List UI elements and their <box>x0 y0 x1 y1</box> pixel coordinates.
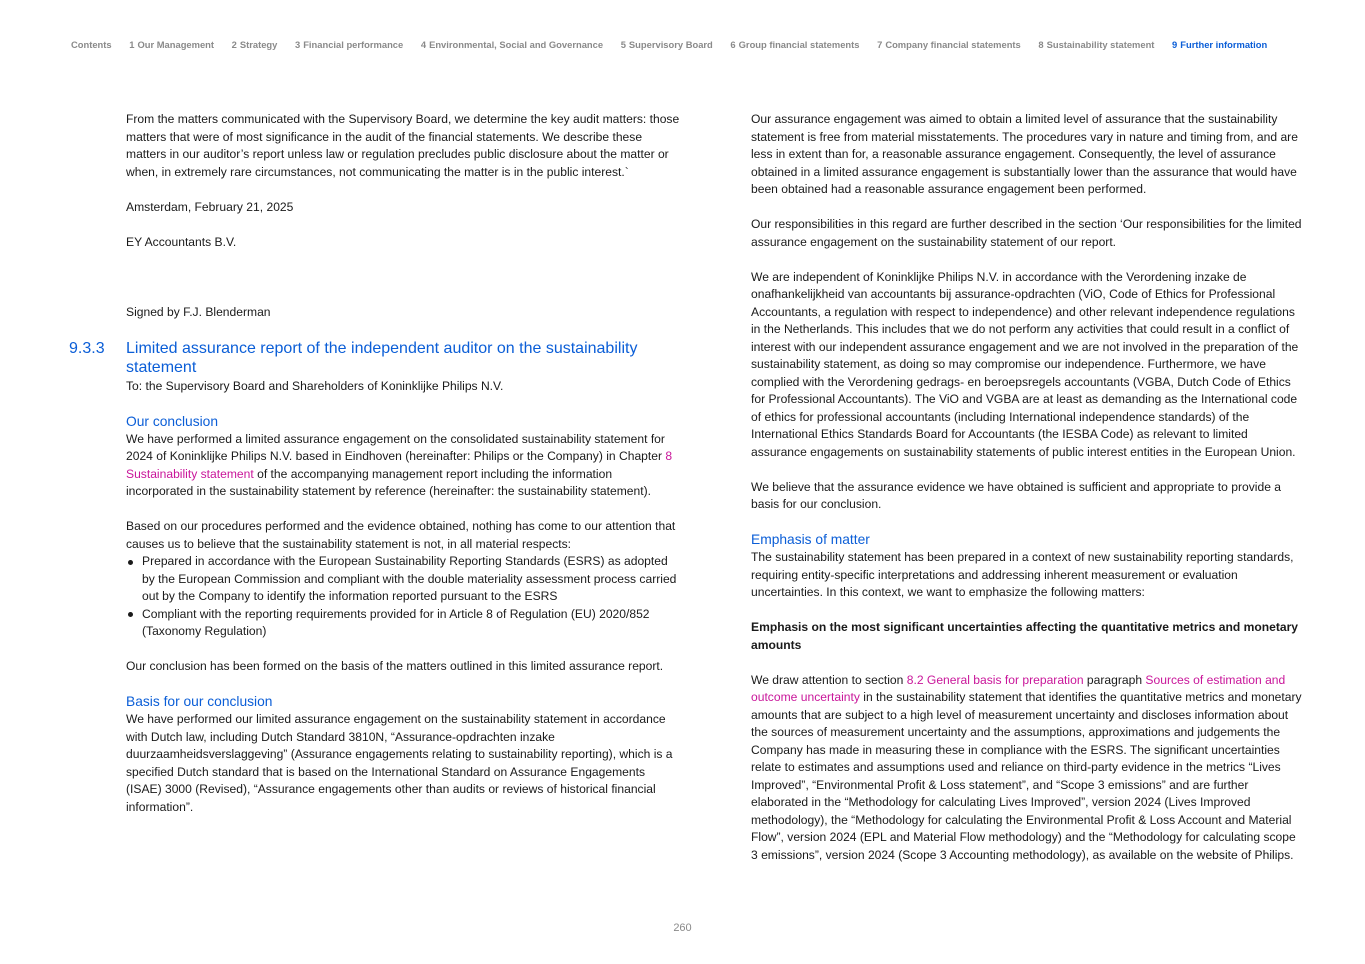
page-number: 260 <box>673 922 692 934</box>
link-sources-of-estimation[interactable]: Sources of estimation and outcome uncertainty <box>751 672 1286 704</box>
nav-item-contents[interactable] <box>68 39 112 50</box>
nav-item-number: 4 <box>420 39 427 50</box>
text-run: of the accompanying management report including the information incorporated in the sustainability statement by reference (hereinafter: the sustainability statement). <box>126 466 652 498</box>
section-number: 9.3.3 <box>69 339 105 357</box>
list-item <box>126 606 681 641</box>
nav-item-number: 9 <box>1172 39 1178 50</box>
independence-paragraph: We are independent of Koninklijke Philips N.V. in accordance with the Verordening inzake de onafhankelijkheid van accountants bij assurance-opdrachten (ViO, Code of Ethics for Professional Accountants, a regulation with respect to independence) and other relevant independence regulations in the Netherlands. This includes that we do not perform any activities that could result in a conflict of interest with our independent assurance engagement and we are not involved in the preparation of the sustainability statement, as doing so may compromise our independence. Furthermore, we have complied with the Verordening gedrags- en beroepsregels accountants (VGBA, Dutch Code of Ethics for Professional Accountants). The ViO and VGBA are at least as demanding as the International code of ethics for professional accountants (including International independence standards) of the International Ethics Standards Board for Accountants (the IESBA Code) as relevant to limited assurance engagements on sustainability statements of public interest entities in the European Union. <box>751 269 1299 459</box>
nav-item-further-information[interactable] <box>1172 39 1267 50</box>
left-column <box>69 111 681 816</box>
emphasis-paragraph-1: The sustainability statement has been prepared in a context of new sustainability reporting standards, requiring entity-specific interpretations and addressing inherent measurement or evaluation uncertainties. In this context, we want to emphasize the following matters: <box>751 550 1294 599</box>
nav-item-label: Strategy <box>239 39 278 50</box>
conclusion-paragraph-3: Our conclusion has been formed on the basis of the matters outlined in this limited assurance report. <box>126 659 664 673</box>
top-navigation <box>68 39 1358 50</box>
signature-space <box>126 251 681 304</box>
nav-item-label: Contents <box>71 39 112 50</box>
bullet-icon <box>128 560 133 565</box>
nav-item-sustainability-statement[interactable] <box>1038 39 1154 50</box>
nav-item-financial-performance[interactable] <box>295 39 403 50</box>
assurance-paragraph-1: Our assurance engagement was aimed to obtain a limited level of assurance that the sustainability statement is free from material misstatements. The procedures vary in nature and timing from, and are less in extent than for, a reasonable assurance engagement. Consequently, the level of assurance obtained in a limited assurance engagement is substantially lower than the assurance that would have been obtained had a reasonable assurance engagement been performed. <box>751 112 1298 196</box>
nav-item-label: Financial performance <box>303 39 404 50</box>
list-item-text: Prepared in accordance with the European Sustainability Reporting Standards (ESRS) as adopted by the European Commission and compliant with the double materiality assessment process carried out by the Company to identify the information reported pursuant to the ESRS <box>142 554 677 603</box>
conclusion-paragraph-1 <box>126 431 681 501</box>
section-title: Limited assurance report of the independent auditor on the sustainability statement <box>126 339 638 376</box>
nav-item-label: Our Management <box>137 39 215 50</box>
link-sustainability-statement[interactable]: 8 Sustainability statement <box>126 449 673 481</box>
nav-item-label: Company financial statements <box>885 39 1021 50</box>
intro-paragraph: From the matters communicated with the Supervisory Board, we determine the key audit matters: those matters that were of most significance in the audit of the financial statements. We describe these matters in our auditor’s report unless law or regulation precludes public disclosure about the matter or when, in extremely rare circumstances, not communicating the matter is in the public interest.` <box>126 112 680 179</box>
signed-by: Signed by F.J. Blenderman <box>126 304 271 319</box>
nav-item-number: 7 <box>877 39 883 50</box>
nav-item-label: Further information <box>1180 39 1268 50</box>
list-item-text: Compliant with the reporting requirements provided for in Article 8 of Regulation (EU) 2020/852 (Taxonomy Regulation) <box>142 606 650 638</box>
uncertainties-heading: Emphasis on the most significant uncertainties affecting the quantitative metrics and monetary amounts <box>751 620 1299 652</box>
nav-item-label: Supervisory Board <box>628 39 713 50</box>
text-run: We draw attention to section <box>751 672 907 687</box>
nav-item-group-financial-statements[interactable] <box>730 39 859 50</box>
text-run: paragraph <box>1083 672 1146 687</box>
nav-item-esg[interactable] <box>421 39 603 50</box>
nav-item-number: 2 <box>231 39 237 50</box>
addressee: To: the Supervisory Board and Shareholders of Koninklijke Philips N.V. <box>126 378 504 393</box>
uncertainties-paragraph <box>751 672 1303 865</box>
assurance-paragraph-2: Our responsibilities in this regard are further described in the section ‘Our responsibilities for the limited assurance engagement on the sustainability statement of our report. <box>751 217 1302 249</box>
nav-item-number: 8 <box>1038 39 1044 50</box>
right-column <box>751 111 1303 864</box>
nav-item-supervisory-board[interactable] <box>621 39 713 50</box>
nav-item-company-financial-statements[interactable] <box>877 39 1021 50</box>
list-item <box>126 553 681 606</box>
nav-item-number: 1 <box>129 39 135 50</box>
nav-item-label: Group financial statements <box>738 39 860 50</box>
text-run: We have performed a limited assurance engagement on the consolidated sustainability statement for 2024 of Koninklijke Philips N.V. based in Eindhoven (hereinafter: Philips or the Company) in Chapter <box>126 431 666 463</box>
nav-item-label: Environmental, Social and Governance <box>429 39 604 50</box>
link-general-basis[interactable]: 8.2 General basis for preparation <box>906 672 1084 687</box>
nav-item-label: Sustainability statement <box>1046 39 1155 50</box>
place-date: Amsterdam, February 21, 2025 <box>126 199 294 214</box>
emphasis-of-matter-heading: Emphasis of matter <box>751 532 870 547</box>
basis-heading: Basis for our conclusion <box>126 694 273 709</box>
bullet-icon <box>128 612 133 617</box>
nav-item-strategy[interactable] <box>232 39 278 50</box>
nav-item-number: 5 <box>620 39 626 50</box>
our-conclusion-heading: Our conclusion <box>126 413 219 429</box>
auditor-firm: EY Accountants B.V. <box>126 234 237 249</box>
nav-item-our-management[interactable] <box>129 39 214 50</box>
nav-item-number: 3 <box>294 39 301 50</box>
conclusion-bullet-list <box>126 553 681 641</box>
basis-paragraph-1: We have performed our limited assurance engagement on the sustainability statement in accordance with Dutch law, including Dutch Standard 3810N, “Assurance-opdrachten inzake duurzaamheidsverslaggeving” (Assurance engagements relating to sustainability reporting), which is a specified Dutch standard that is based on the International Standard on Assurance Engagements (ISAE) 3000 (Revised), “Assurance engagements other than audits or reviews of historical financial information”. <box>126 712 673 814</box>
nav-item-number: 6 <box>730 39 736 50</box>
evidence-paragraph: We believe that the assurance evidence we have obtained is sufficient and appropriate to provide a basis for our conclusion. <box>751 479 1282 511</box>
text-run: in the sustainability statement that identifies the quantitative metrics and monetary amounts that are subject to a high level of measurement uncertainty and discloses information about the sources of measurement uncertainty and the assumptions, approximations and judgements the Company has made in measuring these in compliance with the ESRS. The significant uncertainties relate to estimates and assumptions used and reliance on third-party evidence in the metrics “Lives Improved”, “Environmental Profit & Loss statement”, and “Scope 3 emissions” and are further elaborated in the “Methodology for calculating Lives Improved”, version 2024 (Lives Improved methodology), the “Methodology for calculating the Environmental Profit & Loss Account and Material Flow”, version 2024 (EPL and Material Flow methodology) and the “Methodology for calculating scope 3 emissions”, version 2024 (Scope 3 Accounting methodology), as available on the website of Philips. <box>751 690 1302 862</box>
conclusion-paragraph-2: Based on our procedures performed and the evidence obtained, nothing has come to our attention that causes us to believe that the sustainability statement is not, in all material respects: <box>126 519 676 551</box>
section-heading <box>69 339 681 378</box>
